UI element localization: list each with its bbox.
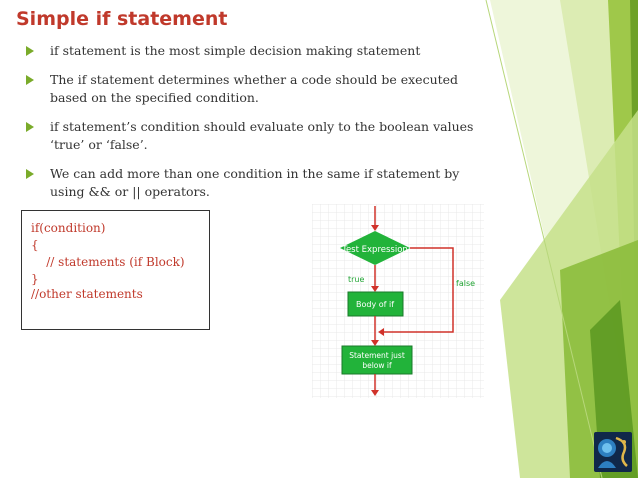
body-of-if-label: Body of if (355, 300, 395, 309)
company-logo-icon (594, 432, 632, 472)
code-snippet-box (21, 210, 210, 330)
bullet-text: We can add more than one condition in the same if statement by using && or || operators. (50, 166, 460, 199)
bullet-text: The if statement determines whether a code should be executed based on the specified condition. (50, 72, 459, 105)
flowchart-diagram (312, 204, 484, 398)
bullet-text: if statement is the most simple decision making statement (50, 43, 421, 58)
bullet-text: if statement’s condition should evaluate only to the boolean values ‘true’ or ‘false’. (50, 119, 474, 152)
bullet-arrow-icon (26, 75, 34, 85)
bullet-item (26, 165, 486, 201)
true-label: true (348, 275, 365, 284)
bullet-item (26, 118, 486, 154)
code-line: } (31, 272, 39, 286)
test-expression-label: Test Expression (342, 245, 408, 255)
bullet-arrow-icon (26, 46, 34, 56)
bullet-arrow-icon (26, 169, 34, 179)
bullet-item (26, 71, 486, 107)
code-line: //other statements (31, 287, 143, 301)
bullet-list (26, 42, 486, 212)
code-line: // statements (if Block) (31, 255, 185, 269)
false-label: false (456, 279, 476, 288)
statement-line-2: below if (362, 361, 392, 370)
bullet-arrow-icon (26, 122, 34, 132)
code-line: if(condition) (31, 221, 106, 235)
slide-title: Simple if statement (16, 8, 228, 30)
statement-line-1: Statement just (349, 351, 405, 360)
code-line: { (31, 238, 39, 252)
bullet-item (26, 42, 486, 60)
